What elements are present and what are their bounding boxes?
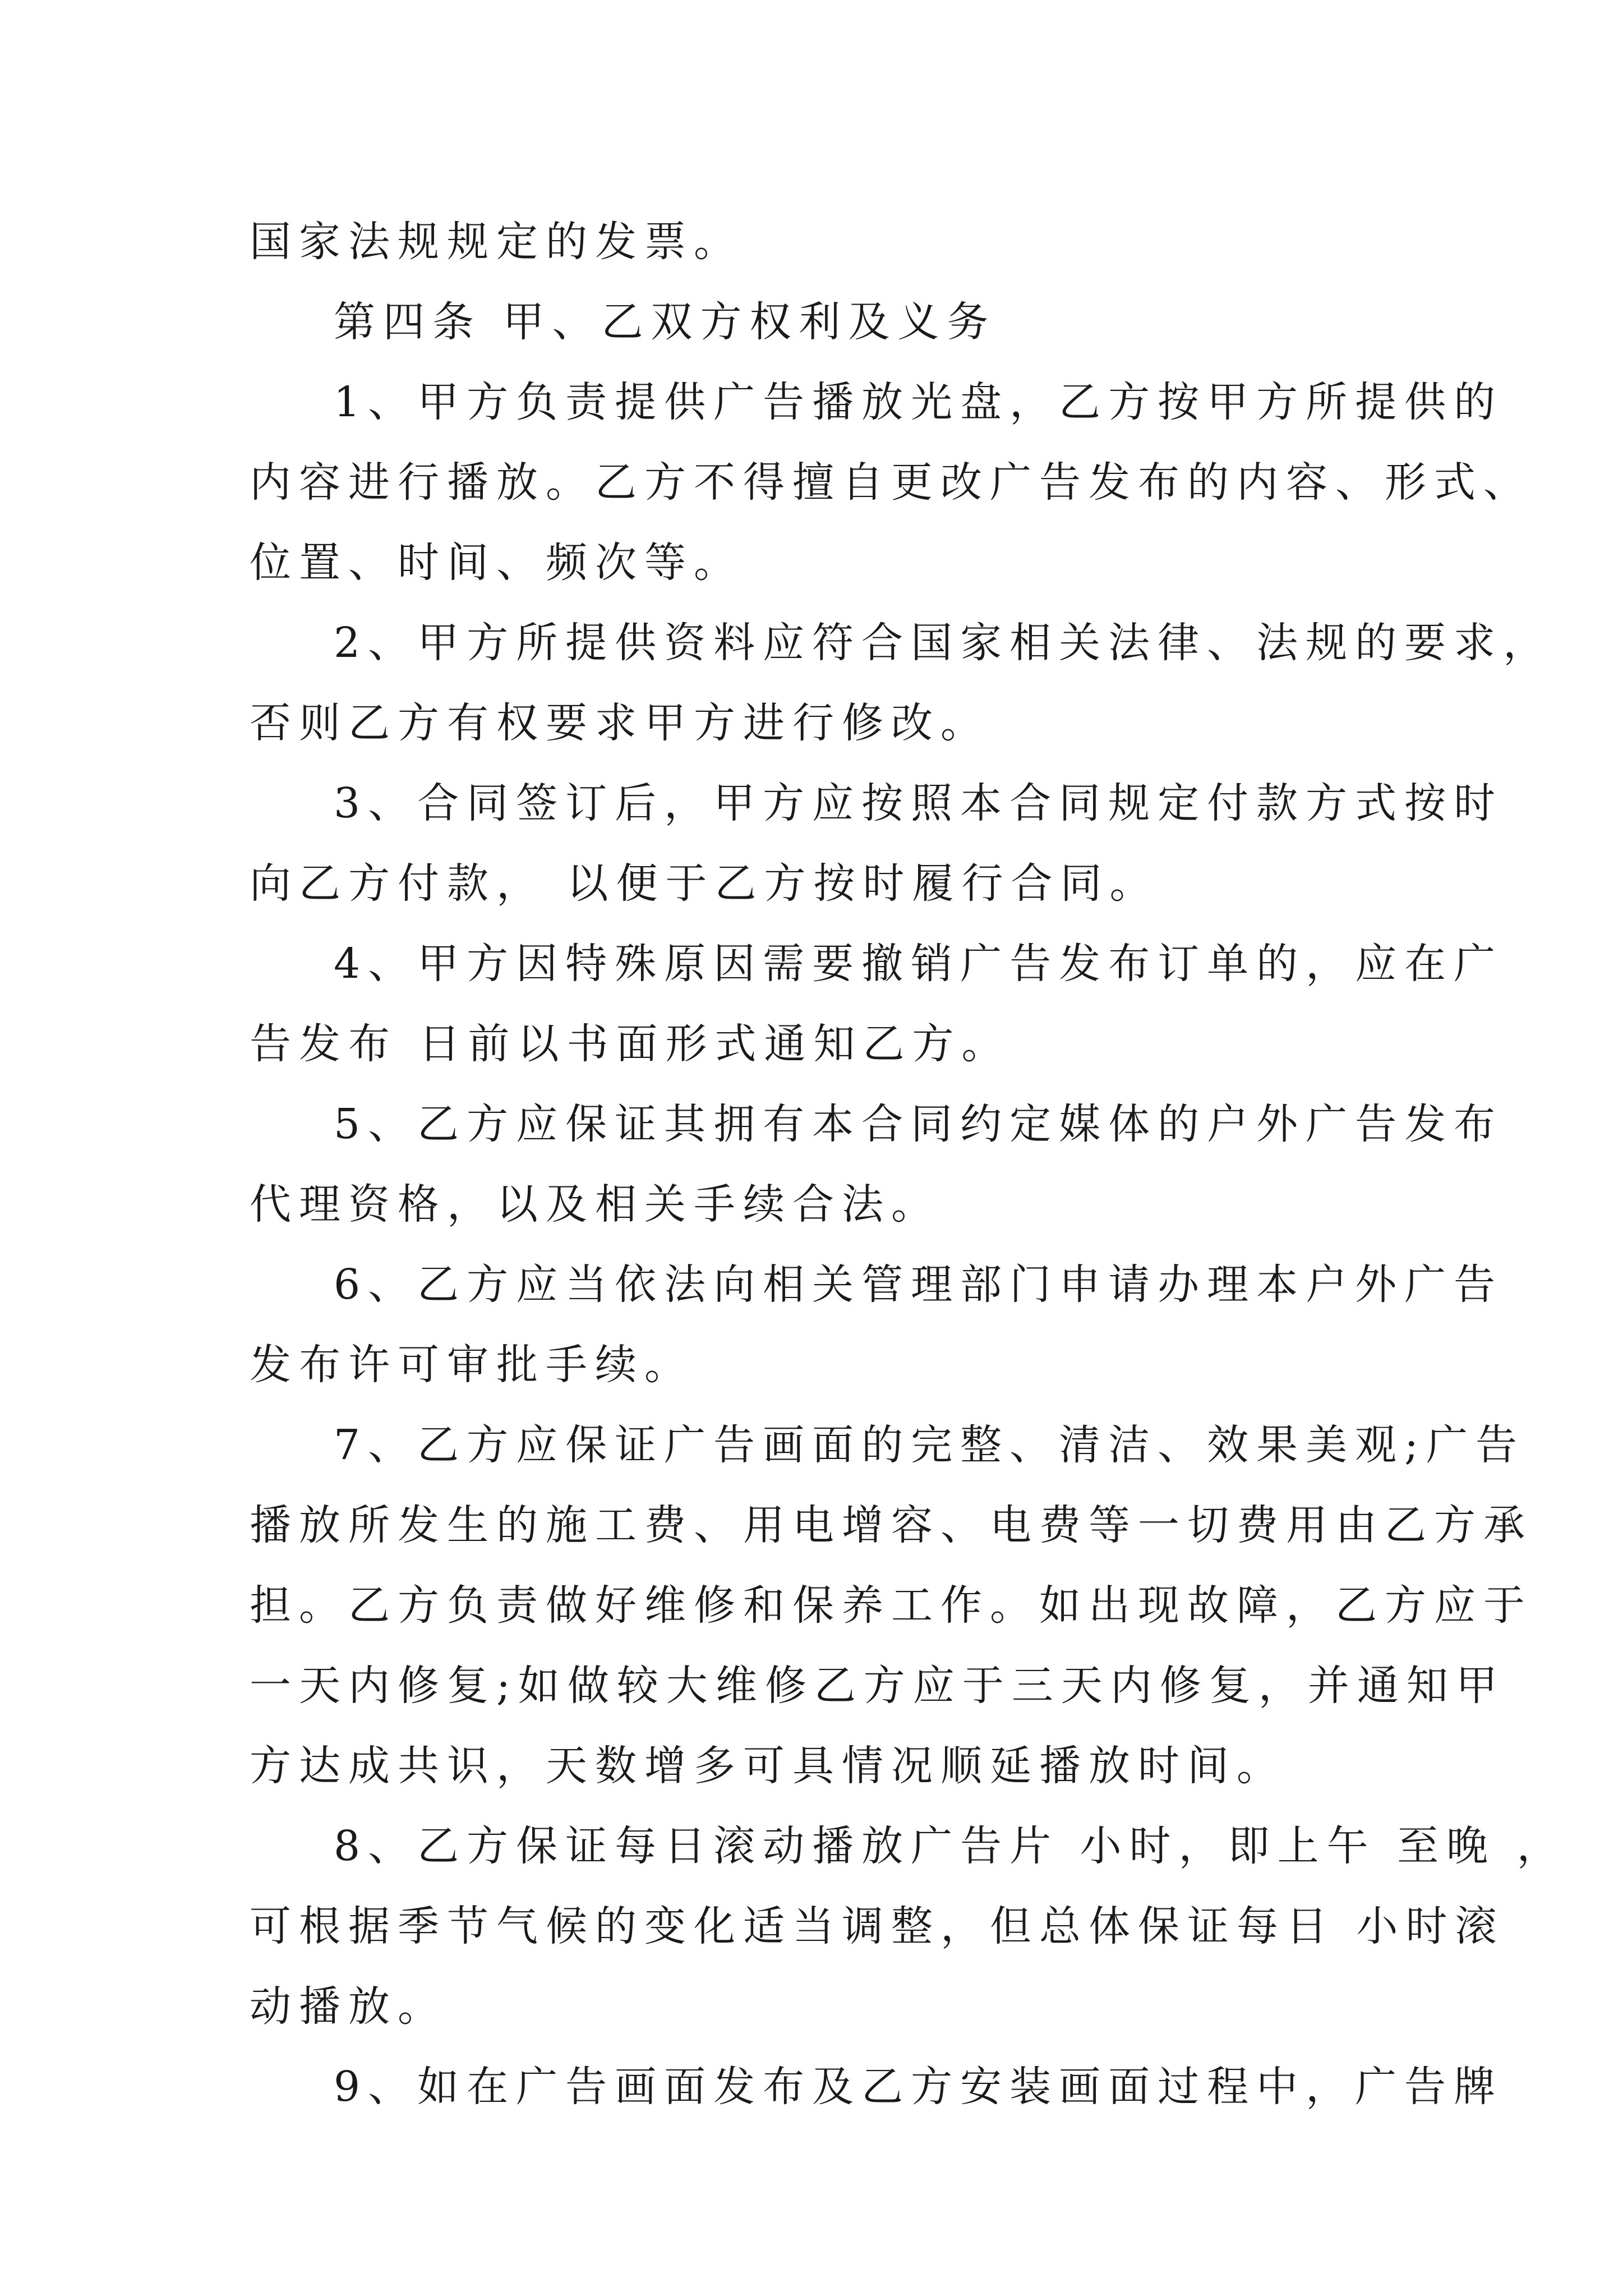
text-line: 播放所发生的施工费、用电增容、电费等一切费用由乙方承 — [250, 1501, 1533, 1549]
text-line: 8、乙方保证每日滚动播放广告片 小时，即上午 至晚 ， — [334, 1822, 1566, 1870]
text-line: 方达成共识，天数增多可具情况顺延播放时间。 — [250, 1742, 1286, 1790]
text-line: 发布许可审批手续。 — [250, 1341, 694, 1389]
contract-body — [250, 202, 1566, 2127]
text-line: 国家法规规定的发票。 — [250, 218, 743, 266]
text-line: 1、甲方负责提供广告播放光盘，乙方按甲方所提供的 — [334, 378, 1504, 426]
text-line: 一天内修复;如做较大维修乙方应于三天内修复，并通知甲 — [250, 1662, 1505, 1710]
text-line: 动播放。 — [250, 1982, 447, 2031]
text-line: 3、合同签订后，甲方应按照本合同规定付款方式按时 — [334, 779, 1504, 827]
clause-1 — [250, 362, 1533, 603]
clause-8 — [250, 1806, 1566, 2047]
text-line: 代理资格，以及相关手续合法。 — [250, 1180, 940, 1228]
clause-5 — [250, 1084, 1504, 1245]
text-line: 告发布 日前以书面形式通知乙方。 — [250, 1020, 1011, 1068]
clause-6 — [250, 1245, 1504, 1405]
clause-3 — [250, 763, 1504, 924]
text-line: 位置、时间、频次等。 — [250, 539, 743, 587]
text-line: 7、乙方应保证广告画面的完整、清洁、效果美观;广告 — [334, 1421, 1525, 1469]
text-line: 可根据季节气候的变化适当调整，但总体保证每日 小时滚 — [250, 1902, 1505, 1950]
text-line: 6、乙方应当依法向相关管理部门申请办理本户外广告 — [334, 1260, 1504, 1309]
text-line: 9、如在广告画面发布及乙方安装画面过程中，广告牌 — [334, 2063, 1504, 2111]
text-line: 内容进行播放。乙方不得擅自更改广告发布的内容、形式、 — [250, 458, 1533, 507]
text-line: 2、甲方所提供资料应符合国家相关法律、法规的要求， — [334, 619, 1553, 667]
text-line: 5、乙方应保证其拥有本合同约定媒体的户外广告发布 — [334, 1100, 1504, 1148]
text-line: 否则乙方有权要求甲方进行修改。 — [250, 699, 990, 747]
text-line: 第四条 甲、乙双方权利及义务 — [334, 298, 997, 346]
clause-4 — [250, 924, 1504, 1084]
text-line: 向乙方付款， 以便于乙方按时履行合同。 — [250, 859, 1159, 908]
clause-7 — [250, 1405, 1533, 1806]
clause-2 — [250, 603, 1553, 763]
clause-9 — [250, 2047, 1504, 2127]
text-line: 4、甲方因特殊原因需要撤销广告发布订单的，应在广 — [334, 940, 1504, 988]
article-four-heading — [250, 282, 1394, 362]
paragraph-invoice-end — [250, 202, 1394, 282]
text-line: 担。乙方负责做好维修和保养工作。如出现故障，乙方应于 — [250, 1581, 1533, 1630]
